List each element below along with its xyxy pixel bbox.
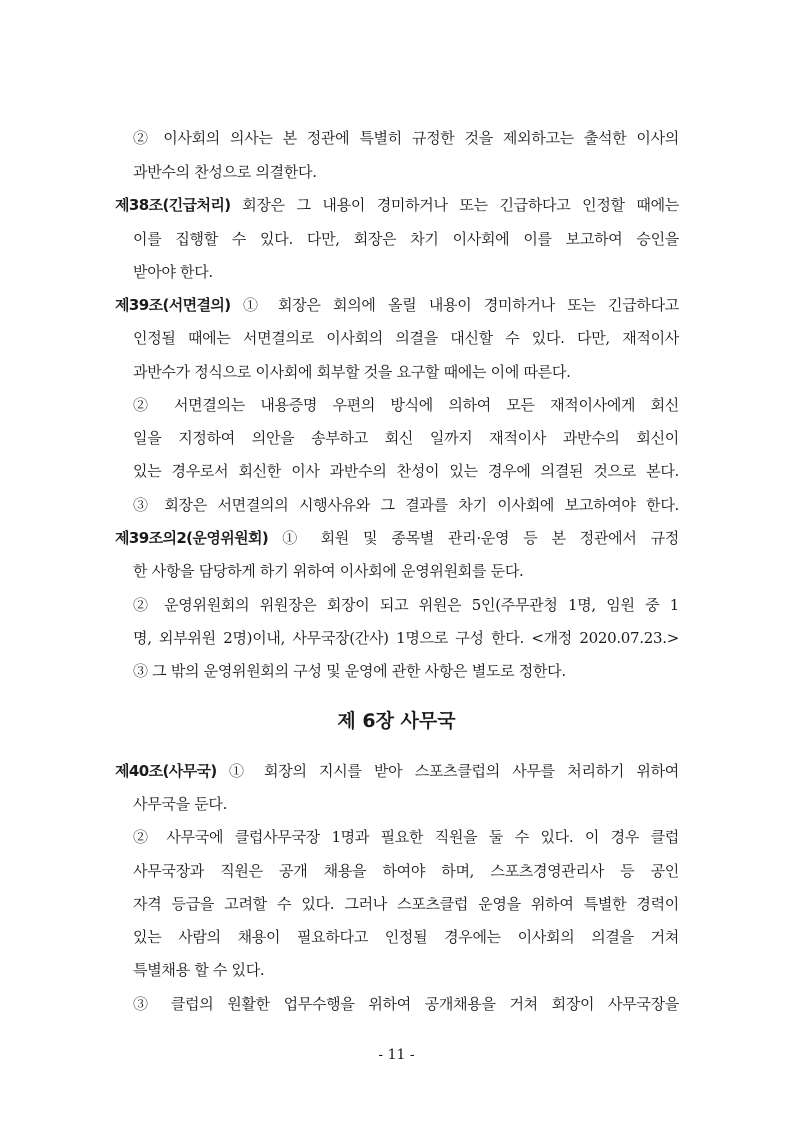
paragraph-line: 과반수가 정식으로 이사회에 회부할 것을 요구할 때에는 이에 따른다. (133, 363, 571, 381)
paragraph-line: 있는 사람의 채용이 필요하다고 인정될 경우에는 이사회의 의결을 거쳐 (133, 928, 679, 946)
article-39-2-line: 제39조의2(운영위원회) ① 회원 및 종목별 관리·운영 등 본 정관에서 규정 (115, 529, 679, 547)
paragraph-line: 명, 외부위원 2명)이내, 사무국장(간사) 1명으로 구성 한다. <개정 2020.07.23.> (133, 629, 679, 647)
article-40-line: 제40조(사무국) ① 회장의 지시를 받아 스포츠클럽의 사무를 처리하기 위하여 (115, 762, 679, 780)
article-39-title: 제39조(서면결의) (115, 296, 231, 314)
paragraph-line: 과반수의 찬성으로 의결한다. (133, 163, 317, 181)
paragraph-line: ② 이사회의 의사는 본 정관에 특별히 규정한 것을 제외하고는 출석한 이사의 (133, 129, 679, 147)
article-40-title: 제40조(사무국) (115, 762, 217, 780)
paragraph-line: ② 사무국에 클럽사무국장 1명과 필요한 직원을 둘 수 있다. 이 경우 클럽 (133, 828, 679, 846)
paragraph-line: ② 서면결의는 내용증명 우편의 방식에 의하여 모든 재적이사에게 회신 (133, 396, 679, 414)
chapter-heading: 제 6장 사무국 (337, 710, 456, 732)
paragraph-line: 한 사항을 담당하게 하기 위하여 이사회에 운영위원회를 둔다. (133, 562, 524, 580)
paragraph-line: 받아야 한다. (133, 263, 213, 281)
article-39-2-title: 제39조의2(운영위원회) (115, 529, 269, 547)
paragraph-line: 인정될 때에는 서면결의로 이사회의 의결을 대신할 수 있다. 다만, 재적이사 (133, 329, 679, 347)
paragraph-line: 사무국을 둔다. (133, 795, 228, 813)
paragraph-line: ② 운영위원회의 위원장은 회장이 되고 위원은 5인(주무관청 1명, 임원 중 1 (133, 596, 679, 614)
paragraph-line: 사무국장과 직원은 공개 채용을 하여야 하며, 스포츠경영관리사 등 공인 (133, 862, 679, 880)
paragraph-line: 이를 집행할 수 있다. 다만, 회장은 차기 이사회에 이를 보고하여 승인을 (133, 230, 679, 248)
paragraph-line: ③ 회장은 서면결의의 시행사유와 그 결과를 차기 이사회에 보고하여야 한다. (133, 496, 679, 514)
paragraph-line: 자격 등급을 고려할 수 있다. 그러나 스포츠클럽 운영을 위하여 특별한 경력이 (133, 895, 679, 913)
article-38-title: 제38조(긴급처리) (115, 196, 231, 214)
paragraph-line: 일을 지정하여 의안을 송부하고 회신 일까지 재적이사 과반수의 회신이 (133, 429, 679, 447)
paragraph-line: ③ 그 밖의 운영위원회의 구성 및 운영에 관한 사항은 별도로 정한다. (133, 662, 566, 680)
paragraph-line: ③ 클럽의 원활한 업무수행을 위하여 공개채용을 거쳐 회장이 사무국장을 (133, 995, 679, 1013)
article-39-line: 제39조(서면결의) ① 회장은 회의에 올릴 내용이 경미하거나 또는 긴급하다고 (115, 296, 679, 314)
page-number: - 11 - (378, 1047, 415, 1063)
article-38-line: 제38조(긴급처리) 회장은 그 내용이 경미하거나 또는 긴급하다고 인정할 때에는 (115, 196, 679, 214)
paragraph-line: 있는 경우로서 회신한 이사 과반수의 찬성이 있는 경우에 의결된 것으로 본다. (133, 462, 679, 480)
paragraph-line: 특별채용 할 수 있다. (133, 961, 265, 979)
